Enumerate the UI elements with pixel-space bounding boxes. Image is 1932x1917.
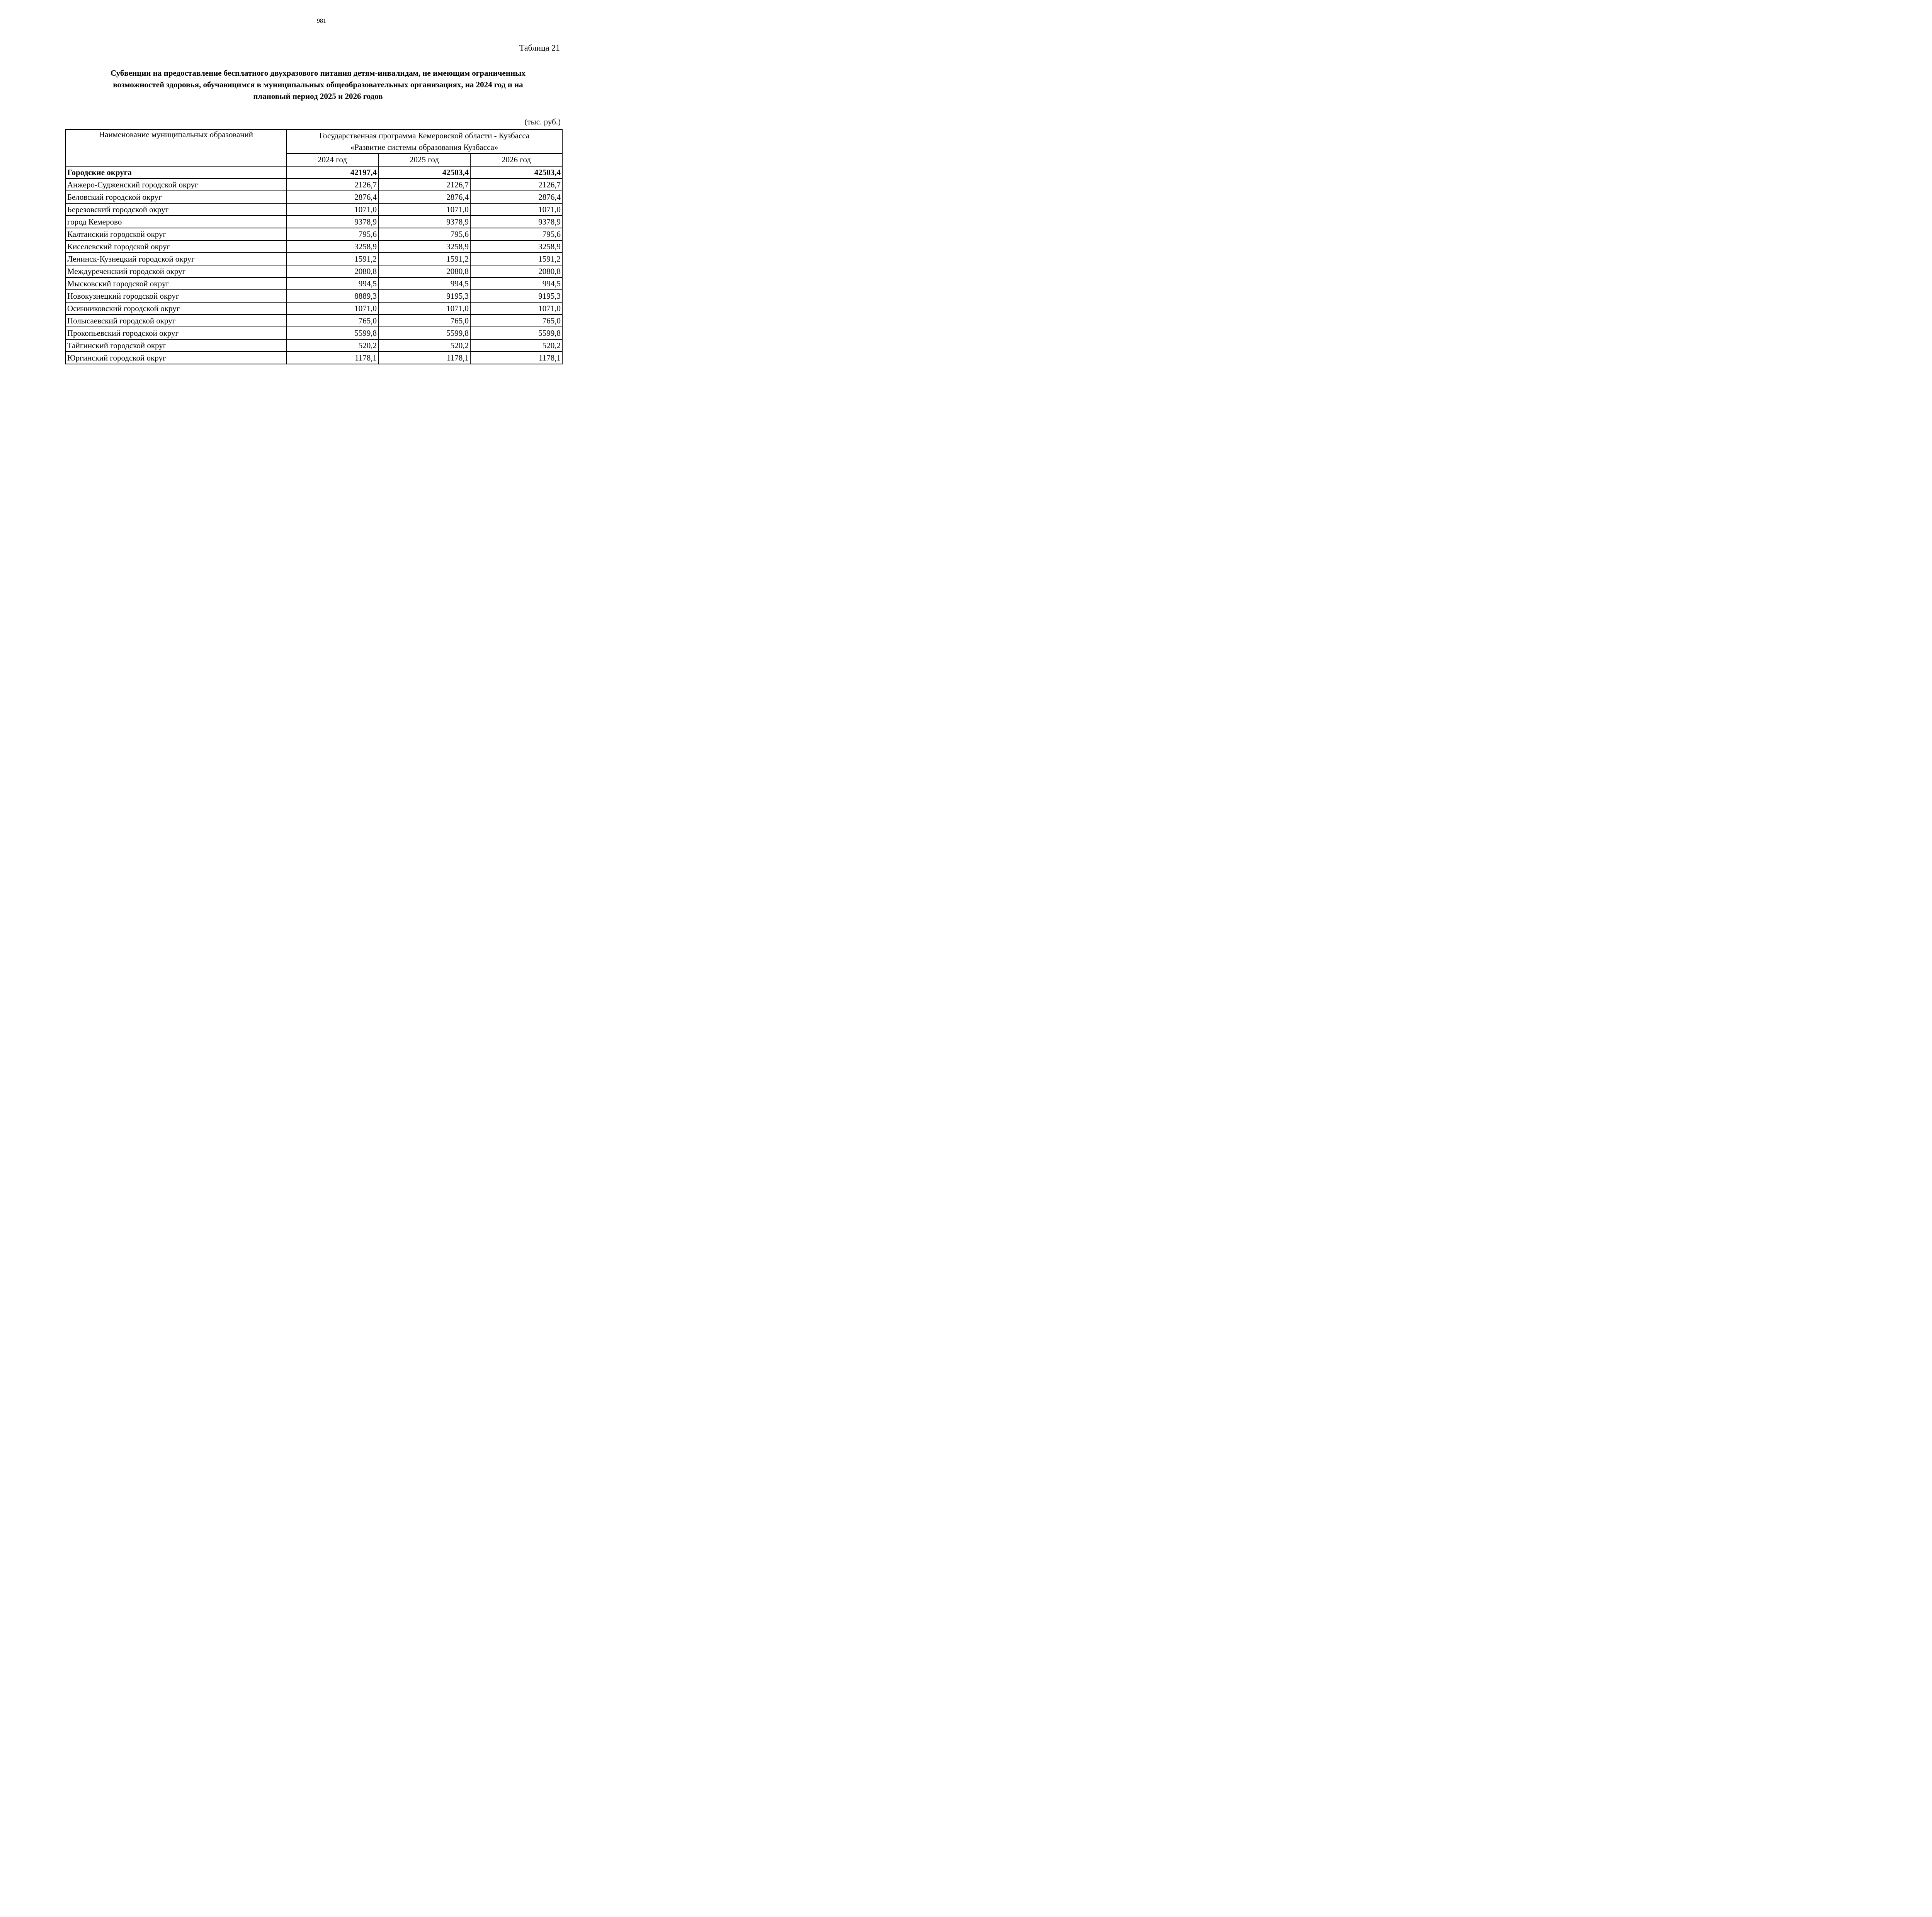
municipality-name: Мысковский городской округ <box>66 277 286 290</box>
value-2026: 3258,9 <box>470 240 562 253</box>
table-row <box>66 203 562 216</box>
value-2025: 9378,9 <box>378 216 470 228</box>
municipality-name: Городские округа <box>66 166 286 179</box>
value-2024: 1591,2 <box>286 253 378 265</box>
value-2026: 5599,8 <box>470 327 562 339</box>
value-2024: 3258,9 <box>286 240 378 253</box>
value-2025: 2080,8 <box>378 265 470 277</box>
table-row <box>66 228 562 240</box>
program-header-line: Государственная программа Кемеровской области - Кузбасса <box>319 131 530 140</box>
value-2024: 795,6 <box>286 228 378 240</box>
value-2026: 1071,0 <box>470 203 562 216</box>
municipality-name: Новокузнецкий городской округ <box>66 290 286 302</box>
title-line: возможностей здоровья, обучающимся в муниципальных общеобразовательных организациях, на 2024 год и на <box>113 80 523 89</box>
table-row <box>66 315 562 327</box>
value-2026: 994,5 <box>470 277 562 290</box>
subvention-table <box>65 129 563 364</box>
table-row <box>66 302 562 315</box>
value-2025: 994,5 <box>378 277 470 290</box>
municipality-name: Ленинск-Кузнецкий городской округ <box>66 253 286 265</box>
value-2026: 765,0 <box>470 315 562 327</box>
value-2026: 2080,8 <box>470 265 562 277</box>
municipality-name: город Кемерово <box>66 216 286 228</box>
value-2025: 1178,1 <box>378 352 470 364</box>
value-2025: 2876,4 <box>378 191 470 203</box>
municipality-name: Полысаевский городской округ <box>66 315 286 327</box>
value-2025: 765,0 <box>378 315 470 327</box>
value-2025: 520,2 <box>378 339 470 352</box>
municipality-name: Березовский городской округ <box>66 203 286 216</box>
value-2026: 9378,9 <box>470 216 562 228</box>
table-row <box>66 290 562 302</box>
value-2024: 2126,7 <box>286 179 378 191</box>
value-2025: 1071,0 <box>378 302 470 315</box>
municipality-name: Междуреченский городской округ <box>66 265 286 277</box>
value-2026: 2876,4 <box>470 191 562 203</box>
value-2025: 1591,2 <box>378 253 470 265</box>
value-2024: 8889,3 <box>286 290 378 302</box>
table-row <box>66 216 562 228</box>
municipality-name: Тайгинский городской округ <box>66 339 286 352</box>
municipality-name: Беловский городской округ <box>66 191 286 203</box>
table-row <box>66 253 562 265</box>
table-label: Таблица 21 <box>519 43 560 53</box>
value-2026: 795,6 <box>470 228 562 240</box>
municipality-name: Киселевский городской округ <box>66 240 286 253</box>
value-2024: 1071,0 <box>286 203 378 216</box>
value-2026: 9195,3 <box>470 290 562 302</box>
table-row <box>66 352 562 364</box>
table-row <box>66 240 562 253</box>
value-2025: 1071,0 <box>378 203 470 216</box>
value-2024: 520,2 <box>286 339 378 352</box>
table-row <box>66 339 562 352</box>
document-title <box>68 67 568 102</box>
value-2024: 2080,8 <box>286 265 378 277</box>
table-row-total <box>66 166 562 179</box>
municipality-column-header: Наименование муниципальных образований <box>66 129 286 166</box>
program-header-line: «Развитие системы образования Кузбасса» <box>350 143 498 152</box>
value-2026: 520,2 <box>470 339 562 352</box>
value-2024: 42197,4 <box>286 166 378 179</box>
value-2024: 1071,0 <box>286 302 378 315</box>
page-number: 981 <box>317 18 326 24</box>
table-row <box>66 191 562 203</box>
title-line: плановый период 2025 и 2026 годов <box>253 92 383 101</box>
value-2026: 42503,4 <box>470 166 562 179</box>
program-column-header <box>286 129 562 153</box>
value-2024: 994,5 <box>286 277 378 290</box>
year-header-2024: 2024 год <box>286 153 378 166</box>
municipality-name: Анжеро-Судженский городской округ <box>66 179 286 191</box>
value-2025: 9195,3 <box>378 290 470 302</box>
municipality-name: Осинниковский городской округ <box>66 302 286 315</box>
value-2024: 5599,8 <box>286 327 378 339</box>
units-label: (тыс. руб.) <box>524 117 561 126</box>
value-2025: 3258,9 <box>378 240 470 253</box>
value-2026: 1178,1 <box>470 352 562 364</box>
title-line: Субвенции на предоставление бесплатного двухразового питания детям-инвалидам, не имеющим ограниченных <box>111 68 526 78</box>
value-2025: 42503,4 <box>378 166 470 179</box>
year-header-2026: 2026 год <box>470 153 562 166</box>
value-2024: 765,0 <box>286 315 378 327</box>
value-2025: 5599,8 <box>378 327 470 339</box>
municipality-name: Юргинский городской округ <box>66 352 286 364</box>
table-row <box>66 327 562 339</box>
table-row <box>66 179 562 191</box>
table-row <box>66 277 562 290</box>
year-header-2025: 2025 год <box>378 153 470 166</box>
table-row <box>66 265 562 277</box>
value-2025: 2126,7 <box>378 179 470 191</box>
value-2025: 795,6 <box>378 228 470 240</box>
municipality-name: Калтанский городской округ <box>66 228 286 240</box>
value-2024: 2876,4 <box>286 191 378 203</box>
value-2026: 1591,2 <box>470 253 562 265</box>
value-2026: 1071,0 <box>470 302 562 315</box>
value-2024: 1178,1 <box>286 352 378 364</box>
municipality-name: Прокопьевский городской округ <box>66 327 286 339</box>
value-2024: 9378,9 <box>286 216 378 228</box>
value-2026: 2126,7 <box>470 179 562 191</box>
